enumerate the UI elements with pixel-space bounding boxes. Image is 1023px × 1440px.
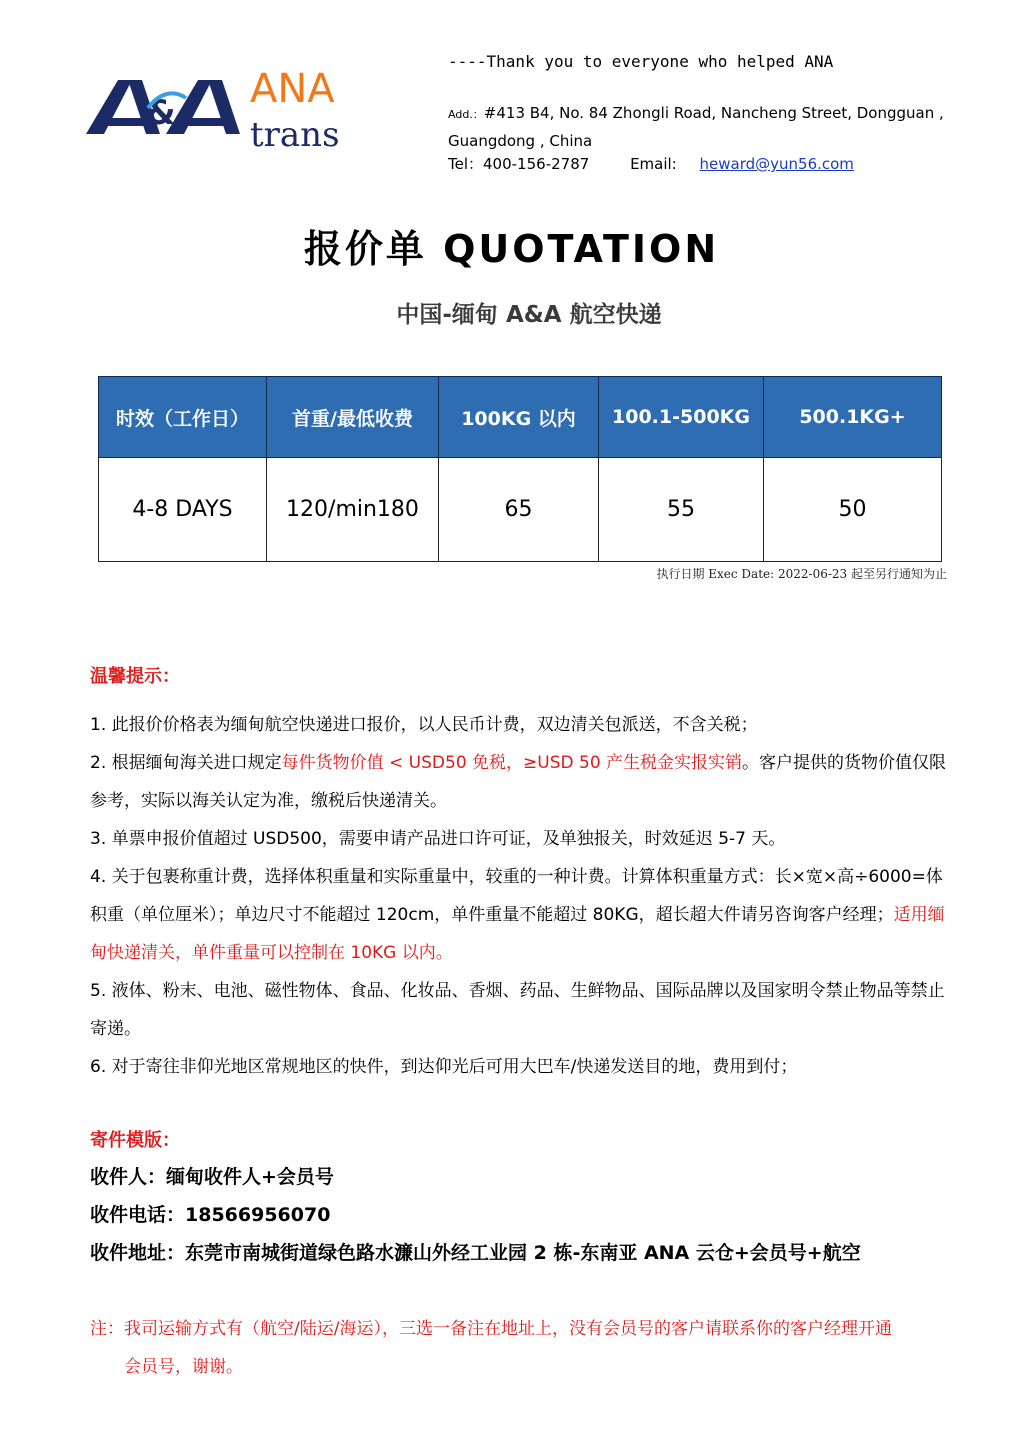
template-title: 寄件模版： <box>90 1130 180 1151</box>
header-over-500kg: 500.1KG+ <box>764 377 942 458</box>
template-recipient: 收件人：缅甸收件人+会员号 <box>90 1166 334 1188</box>
tip-item-2-text: 2. 根据缅甸海关进口规定 <box>90 753 282 773</box>
logo-word-trans: trans <box>250 115 340 152</box>
address-line1: #413 B4, No. 84 Zhongli Road, Nancheng Street, Dongguan , <box>483 104 944 122</box>
footnote-line2: 会员号，谢谢。 <box>124 1357 243 1377</box>
tip-item-6: 6. 对于寄往非仰光地区常规地区的快件，到达仰光后可用大巴车/快递发送目的地，费用到付； <box>90 1057 798 1077</box>
address-label: Add.： <box>448 108 484 121</box>
tip-item-2 <box>90 744 955 820</box>
tip-item-3: 3. 单票申报价值超过 USD500，需要申请产品进口许可证，及单独报关，时效延迟 5-7 天。 <box>90 829 786 849</box>
tip-item-4-text: 4. 关于包裹称重计费，选择体积重量和实际重量中，较重的一种计费。计算体积重量方式：长×宽×高÷6000=体积重（单位厘米）；单边尺寸不能超过 120cm，单件重量不能超过 80KG，超长超大件请另咨询客户经理； <box>90 867 943 925</box>
tip-item-4 <box>90 858 955 972</box>
cell-first-weight: 120/min180 <box>267 458 439 562</box>
header-first-weight: 首重/最低收费 <box>267 377 439 458</box>
page-title: 报价单 QUOTATION <box>303 227 720 271</box>
template-address: 收件地址：东莞市南城街道绿色路水濂山外经工业园 2 栋-东南亚 ANA 云仓+会员号+航空 <box>90 1242 861 1264</box>
rate-table <box>98 376 942 562</box>
tips-list <box>90 706 955 1086</box>
header-under-100kg: 100KG 以内 <box>439 377 599 458</box>
logo-word-ana: ANA <box>250 66 335 112</box>
header-transit-time: 时效（工作日） <box>99 377 267 458</box>
contact-row <box>448 153 854 174</box>
page-subtitle: 中国-缅甸 A&A 航空快递 <box>396 302 662 328</box>
tel-label: Tel： <box>448 155 484 173</box>
cell-transit-time: 4-8 DAYS <box>99 458 267 562</box>
address-block <box>448 100 968 155</box>
table-row <box>99 458 942 562</box>
tip-item-2-tail: 。客户提供的货物价值仅限参考，实际以海关认定为准，缴税后快递清关。 <box>90 753 947 811</box>
cell-under-100kg: 65 <box>439 458 599 562</box>
tagline: ----Thank you to everyone who helped ANA <box>448 52 834 71</box>
header-100-500kg: 100.1-500KG <box>599 377 764 458</box>
email-link[interactable]: heward@yun56.com <box>699 155 854 173</box>
tip-item-5: 5. 液体、粉末、电池、磁性物体、食品、化妆品、香烟、药品、生鲜物品、国际品牌以及国家明令禁止物品等禁止寄递。 <box>90 981 945 1039</box>
address-line2: Guangdong , China <box>448 132 593 150</box>
rate-table-header-row <box>99 377 942 458</box>
tel-value: 400-156-2787 <box>483 155 590 173</box>
footnote <box>90 1310 960 1386</box>
tip-item-2-highlight: 每件货物价值 < USD50 免税，≥USD 50 产生税金实报实销 <box>281 753 743 773</box>
cell-over-500kg: 50 <box>764 458 942 562</box>
tips-title: 温馨提示： <box>90 666 180 687</box>
tip-item-4-highlight: 适用缅甸快递清关，单件重量可以控制在 10KG 以内。 <box>90 905 945 963</box>
cell-100-500kg: 55 <box>599 458 764 562</box>
template-phone: 收件电话：18566956070 <box>90 1204 331 1226</box>
logo-mark <box>86 80 240 134</box>
svg-text:&: & <box>146 93 176 133</box>
exec-date: 执行日期 Exec Date: 2022-06-23 起至另行通知为止 <box>656 567 947 581</box>
company-logo <box>82 62 382 152</box>
email-label: Email: <box>630 155 677 173</box>
tip-item-1: 1. 此报价价格表为缅甸航空快递进口报价，以人民币计费，双边清关包派送，不含关税； <box>90 715 758 735</box>
footnote-line1: 注：我司运输方式有（航空/陆运/海运），三选一备注在地址上，没有会员号的客户请联系你的客户经理开通 <box>90 1319 892 1339</box>
